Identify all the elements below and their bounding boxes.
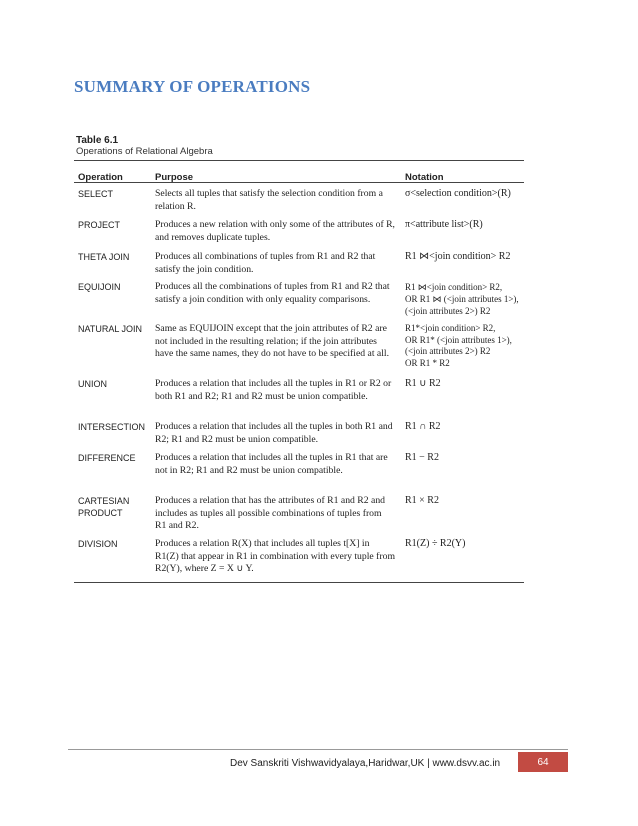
header-purpose: Purpose <box>155 172 194 183</box>
row-division-operation: DIVISION <box>78 539 118 549</box>
row-theta-join-operation: THETA JOIN <box>78 252 130 262</box>
footer-text: Dev Sanskriti Vishwavidyalaya,Haridwar,UK | www.dsvv.ac.in <box>230 758 501 769</box>
row-project-notation: π<attribute list>(R) <box>405 219 483 230</box>
row-difference-operation: DIFFERENCE <box>78 453 136 463</box>
row-theta-join-purpose: Produces all combinations of tuples from R1 and R2 that satisfy the join condition. <box>155 251 376 275</box>
footer-divider <box>68 749 568 750</box>
row-cartesian-product-purpose: Produces a relation that has the attributes of R1 and R2 and includes as tuples all possible combinations of tuples from R1 and R2. <box>155 495 386 531</box>
row-difference-purpose: Produces a relation that includes all the tuples in R1 that are not in R2; R1 and R2 must be union compatible. <box>155 452 388 476</box>
row-intersection-purpose: Produces a relation that includes all the tuples in both R1 and R2; R1 and R2 must be union compatible. <box>155 421 393 445</box>
row-division-purpose: Produces a relation R(X) that includes all tuples t[X] in R1(Z) that appear in R1 in combination with every tuple from R2(Y), where Z = X ∪ Y. <box>155 538 395 574</box>
row-division-notation: R1(Z) ÷ R2(Y) <box>405 538 466 549</box>
page-number-badge: 64 <box>518 752 568 772</box>
row-natural-join-purpose: Same as EQUIJOIN except that the join attributes of R2 are not included in the resulting relation; if the join attributes have the same names, they do not have to be specified at all. <box>155 323 390 359</box>
row-cartesian-product-notation: R1 × R2 <box>405 495 439 506</box>
row-select-operation: SELECT <box>78 189 114 199</box>
row-select-purpose: Selects all tuples that satisfy the selection condition from a relation R. <box>155 188 383 212</box>
row-project-operation: PROJECT <box>78 220 121 230</box>
row-project-purpose: Produces a new relation with only some of the attributes of R, and removes duplicate tuples. <box>155 219 395 243</box>
row-natural-join-notation: R1*<join condition> R2, OR R1* (<join attributes 1>), (<join attributes 2>) R2 OR R1 * R2 <box>405 323 512 368</box>
row-union-notation: R1 ∪ R2 <box>405 378 441 389</box>
table-header-rule <box>74 182 524 183</box>
table-bottom-rule <box>74 582 524 583</box>
row-equijoin-purpose: Produces all the combinations of tuples from R1 and R2 that satisfy a join condition with only equality comparisons. <box>155 281 390 305</box>
page-heading: SUMMARY OF OPERATIONS <box>74 77 311 96</box>
table-title: Table 6.1 <box>76 135 119 146</box>
row-intersection-operation: INTERSECTION <box>78 422 146 432</box>
header-notation: Notation <box>405 172 444 183</box>
header-operation: Operation <box>78 172 123 183</box>
row-theta-join-notation: R1 ⋈<join condition> R2 <box>405 251 511 262</box>
row-equijoin-operation: EQUIJOIN <box>78 282 121 292</box>
row-difference-notation: R1 − R2 <box>405 452 439 463</box>
table-subtitle: Operations of Relational Algebra <box>76 146 213 157</box>
table-top-rule <box>74 160 524 161</box>
row-union-purpose: Produces a relation that includes all the tuples in R1 or R2 or both R1 and R2; R1 and R2 must be union compatible. <box>155 378 392 402</box>
row-equijoin-notation: R1 ⋈<join condition> R2, OR R1 ⋈ (<join attributes 1>), (<join attributes 2>) R2 <box>405 282 519 316</box>
row-natural-join-operation: NATURAL JOIN <box>78 324 143 334</box>
row-intersection-notation: R1 ∩ R2 <box>405 421 441 432</box>
row-union-operation: UNION <box>78 379 107 389</box>
row-select-notation: σ<selection condition>(R) <box>405 188 511 199</box>
row-cartesian-product-operation: CARTESIAN PRODUCT <box>78 496 130 518</box>
